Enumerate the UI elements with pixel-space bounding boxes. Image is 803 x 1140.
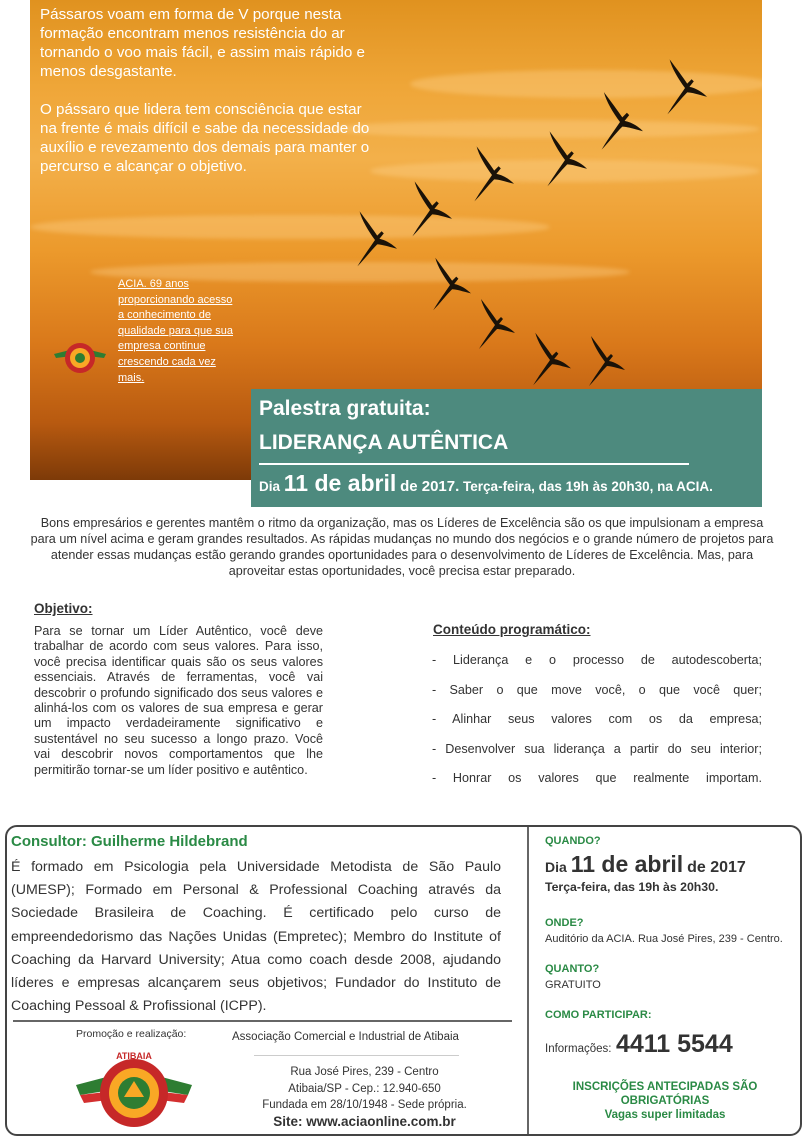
como-label: COMO PARTICIPAR:: [545, 1009, 652, 1021]
banner-date: [259, 470, 713, 497]
conteudo-title: Conteúdo programático:: [433, 622, 591, 637]
banner-subtitle: Palestra gratuita:: [259, 397, 431, 420]
acia-logo-small: [52, 334, 108, 380]
logo-text: ATIBAIA: [116, 1051, 152, 1061]
hero-paragraph-1: Pássaros voam em forma de V porque nesta formação encontram menos resistência do ar tornando o voo mais fácil, e assim mais rápido e menos desgastante.: [40, 6, 365, 80]
address-line-2: Atibaia/SP - Cep.: 12.940-650: [288, 1082, 441, 1095]
address-line-3: Fundada em 28/10/1948 - Sede própria.: [262, 1099, 467, 1111]
consultor-bio: É formado em Psicologia pela Universidade Metodista de São Paulo (UMESP); Formado em Personal & Professional Coaching através da Sociedade Brasileira de Coaching. É certificado pelo curso de empreendedorismo das Nações Unidas (Empretec); Membro do Institute of Coaching da Harvard University; Atua como coach desde 2008, ajudando líderes e empresas alcançarem seus objetivos; Fundador do Instituto de Coaching Pessoal & Profissional (ICPP).: [11, 859, 501, 1015]
hero-paragraph-2: O pássaro que lidera tem consciência que estar na frente é mais difícil e sabe da necessidade do auxílio e revezamento dos demais para manter o percurso e alcançar o objetivo.: [40, 101, 370, 175]
bird-1: [667, 59, 707, 114]
bird-3: [547, 131, 587, 186]
bird-4: [474, 146, 514, 201]
acia-logo: [74, 1045, 194, 1133]
address-line-1: Rua José Pires, 239 - Centro: [290, 1066, 439, 1078]
banner-rule: [259, 463, 689, 465]
vertical-divider: [527, 827, 529, 1134]
insc-line-2: OBRIGATÓRIAS: [620, 1095, 710, 1107]
conteudo-item: - Liderança e o processo de autodescoberta;: [432, 653, 762, 667]
conteudo-item: - Saber o que move você, o que você quer;: [432, 682, 762, 697]
insc-line-1: INSCRIÇÕES ANTECIPADAS SÃO: [572, 1081, 758, 1093]
intro-paragraph: Bons empresários e gerentes mantêm o ritmo da organização, mas os Líderes de Excelência são os que impulsionam a empresa para um nível acima e geram grandes resultados. As rápidas mudanças no mundo dos negócios e o grande número de projetos para atender essas mudanças estão gerando grandes oportunidades para o desenvolvimento de Líderes de Excelência. Mas, para aproveitar estas oportunidades, você precisa estar preparado.: [30, 516, 774, 578]
bird-5: [412, 181, 452, 236]
quanto-text: GRATUITO: [545, 979, 601, 991]
onde-text: Auditório da ACIA. Rua José Pires, 239 - Centro.: [545, 933, 783, 945]
objetivo-text: Para se tornar um Líder Autêntico, você deve trabalhar de acordo com seus valores. Para isso, você precisa identificar quais são os seus valores essenciais. Através de ferramentas, você vai descobrir o profundo significado dos seus valores e alinhá-los com os valores de sua empresa e gerar um impacto verdadeiramente significativo e sustentável no seu sucesso a longo prazo. Você vai descobrir novos comportamentos que lhe permitirão tornar-se um líder positivo e autêntico.: [34, 624, 323, 777]
bird-6: [357, 211, 397, 266]
quando-year: de 2017: [687, 859, 746, 876]
bird-8: [479, 299, 515, 349]
phone-number[interactable]: 4411 5544: [615, 1030, 733, 1058]
bird-10: [589, 336, 625, 386]
insc-line-3: Vagas super limitadas: [604, 1109, 726, 1121]
bird-7: [433, 258, 471, 311]
site-link[interactable]: Site: www.aciaonline.com.br: [273, 1114, 456, 1129]
phone-line: [545, 1030, 733, 1059]
quando-date: [545, 851, 746, 878]
address-block: [232, 1064, 497, 1114]
conteudo-list: [432, 653, 762, 801]
quando-main: 11 de abril: [570, 851, 684, 877]
hero-text: [40, 5, 370, 176]
promo-label: Promoção e realização:: [76, 1028, 187, 1040]
objetivo-title: Objetivo:: [34, 601, 93, 616]
conteudo-item: - Honrar os valores que realmente importam.: [432, 771, 762, 785]
consultor-title: Consultor: Guilherme Hildebrand: [11, 833, 248, 850]
bird-2: [602, 92, 643, 150]
quando-label: QUANDO?: [545, 835, 601, 847]
association-name: Associação Comercial e Industrial de Atibaia: [232, 1031, 459, 1043]
horizontal-divider: [13, 1020, 512, 1022]
banner-date-year: de 2017.: [400, 478, 460, 495]
banner-date-prefix: Dia: [259, 479, 281, 494]
conteudo-item: - Alinhar seus valores com os da empresa;: [432, 712, 762, 726]
banner-date-main: 11 de abril: [283, 470, 397, 496]
conteudo-item: - Desenvolver sua liderança a partir do seu interior;: [432, 741, 762, 756]
onde-label: ONDE?: [545, 917, 584, 929]
quanto-label: QUANTO?: [545, 963, 600, 975]
event-banner: [251, 389, 762, 507]
acia-tagline: ACIA. 69 anos proporcionando acesso a conhecimento de qualidade para que sua empresa continue crescendo cada vez mais.: [118, 278, 233, 384]
inscricoes-notice: [545, 1080, 785, 1122]
banner-title: LIDERANÇA AUTÊNTICA: [259, 431, 509, 454]
quando-prefix: Dia: [545, 859, 567, 875]
quando-time: Terça-feira, das 19h às 20h30.: [545, 880, 719, 894]
phone-label: Informações:: [545, 1043, 612, 1055]
banner-date-suffix: Terça-feira, das 19h às 20h30, na ACIA.: [463, 479, 713, 494]
bird-9: [533, 333, 571, 386]
footer-rule: [254, 1055, 459, 1056]
